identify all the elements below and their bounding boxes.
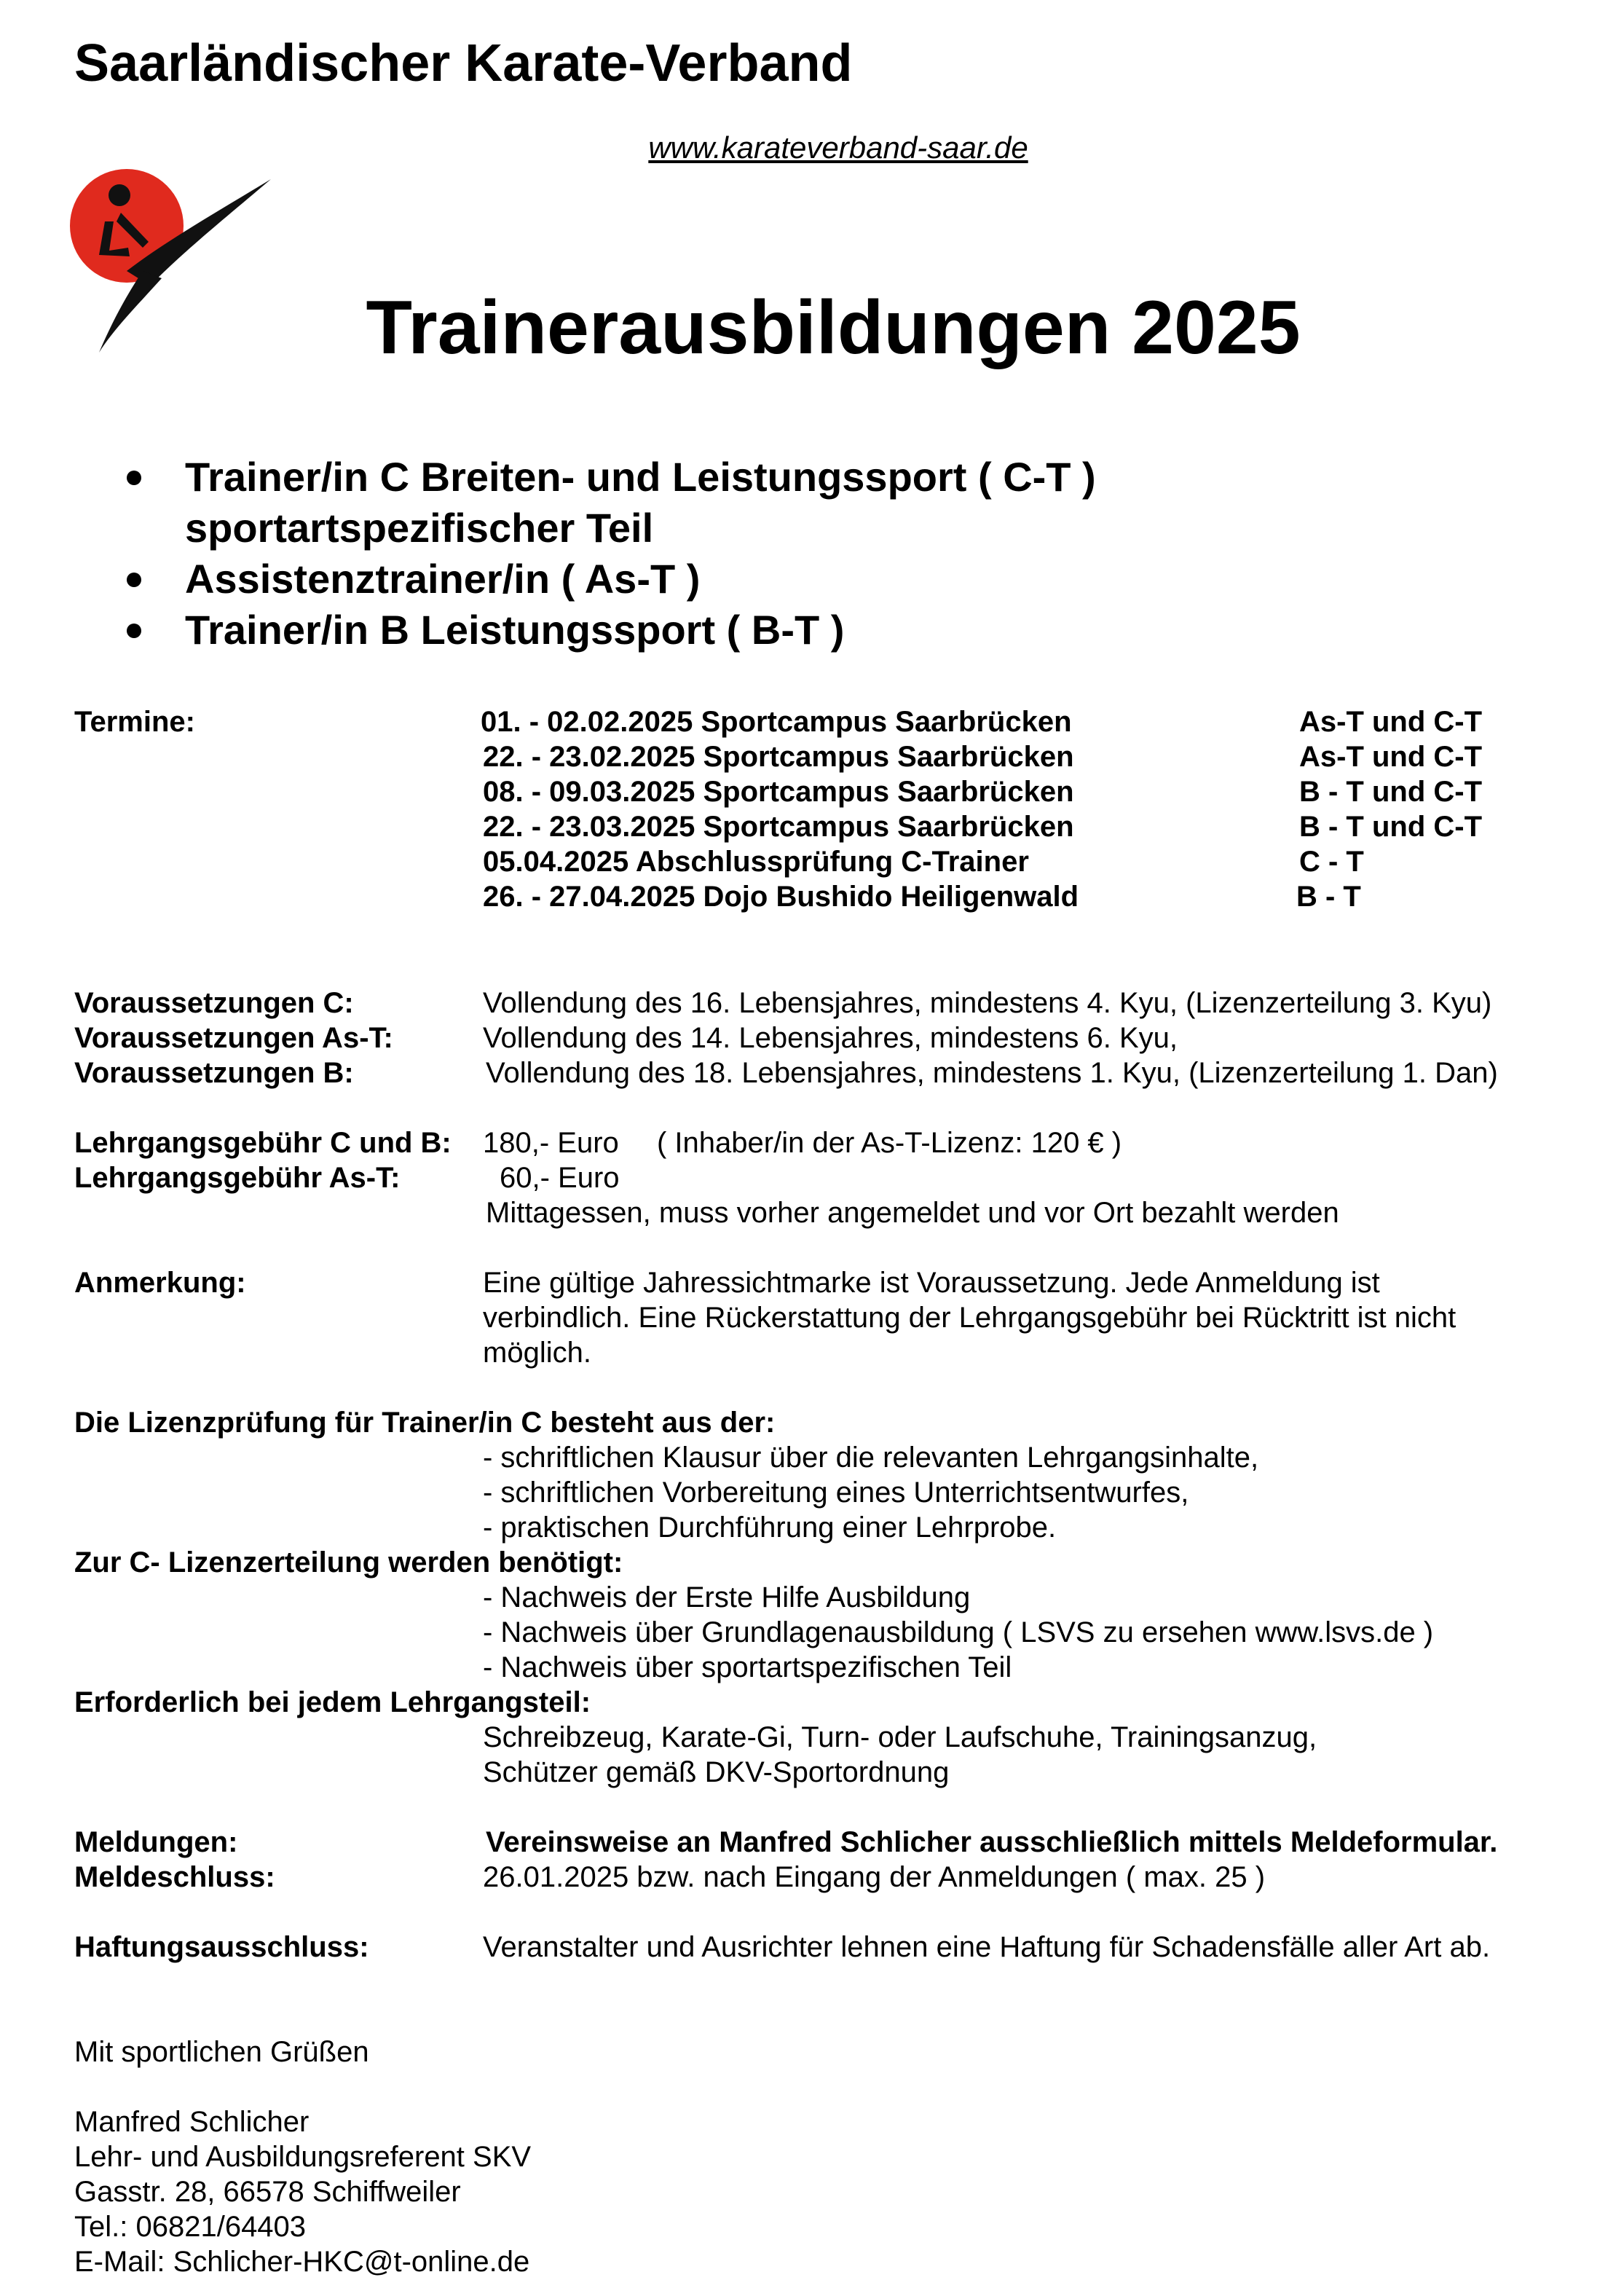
- requirement-label: Voraussetzungen C:: [74, 987, 354, 1019]
- fee-note-cb: ( Inhaber/in der As-T-Lizenz: 120 € ): [657, 1127, 1122, 1159]
- website-link[interactable]: www.karateverband-saar.de: [648, 130, 1028, 165]
- requirement-text: Vollendung des 14. Lebensjahres, mindestens 6. Kyu,: [483, 1022, 1178, 1054]
- meldeschluss-text: 26.01.2025 bzw. nach Eingang der Anmeldungen ( max. 25 ): [483, 1861, 1266, 1893]
- anmerkung-line: Eine gültige Jahressichtmarke ist Voraussetzung. Jede Anmeldung ist: [483, 1267, 1380, 1299]
- termin-group: B - T und C-T: [1299, 811, 1483, 843]
- anmerkung-line: möglich.: [483, 1337, 591, 1369]
- requirement-label: Voraussetzungen B:: [74, 1057, 354, 1089]
- pruefung-item: - schriftlichen Vorbereitung eines Unterrichtsentwurfes,: [483, 1477, 1189, 1509]
- signer-phone: Tel.: 06821/64403: [74, 2211, 307, 2243]
- erforderlich-heading: Erforderlich bei jedem Lehrgangsteil:: [74, 1686, 591, 1718]
- meldeschluss-label: Meldeschluss:: [74, 1861, 275, 1893]
- termin-group: As-T und C-T: [1299, 706, 1483, 738]
- signer-address: Gasstr. 28, 66578 Schiffweiler: [74, 2176, 461, 2208]
- meldungen-label: Meldungen:: [74, 1826, 238, 1858]
- pruefung-item: - schriftlichen Klausur über die relevanten Lehrgangsinhalte,: [483, 1442, 1259, 1474]
- pruefung-item: - praktischen Durchführung einer Lehrprobe.: [483, 1511, 1057, 1544]
- termin-group: C - T: [1299, 846, 1364, 878]
- course-title: Trainer/in C Breiten- und Leistungssport ( C-T ): [185, 454, 1096, 500]
- termin-group: B - T und C-T: [1299, 776, 1483, 808]
- lizenz-heading: Zur C- Lizenzerteilung werden benötigt:: [74, 1546, 623, 1579]
- course-item: [124, 605, 1096, 656]
- anmerkung-label: Anmerkung:: [74, 1267, 246, 1299]
- fee-label-ast: Lehrgangsgebühr As-T:: [74, 1162, 401, 1194]
- termin-event: 01. - 02.02.2025 Sportcampus Saarbrücken: [481, 706, 1072, 738]
- termin-group: As-T und C-T: [1299, 741, 1483, 773]
- signer-role: Lehr- und Ausbildungsreferent SKV: [74, 2141, 532, 2173]
- course-title: Assistenztrainer/in ( As-T ): [185, 556, 701, 602]
- anmerkung-line: verbindlich. Eine Rückerstattung der Lehrgangsgebühr bei Rücktritt ist nicht: [483, 1302, 1457, 1334]
- bullet-icon: [127, 471, 141, 485]
- course-subtitle: sportartspezifischer Teil: [185, 505, 654, 551]
- lizenz-item: - Nachweis der Erste Hilfe Ausbildung: [483, 1581, 971, 1613]
- fee-value-cb: 180,- Euro: [483, 1127, 619, 1159]
- pruefung-heading: Die Lizenzprüfung für Trainer/in C besteht aus der:: [74, 1407, 776, 1439]
- meldungen-text: Vereinsweise an Manfred Schlicher ausschließlich mittels Meldeformular.: [486, 1826, 1498, 1858]
- requirement-text: Vollendung des 16. Lebensjahres, mindestens 4. Kyu, (Lizenzerteilung 3. Kyu): [483, 987, 1492, 1019]
- document-title: Trainerausbildungen 2025: [366, 286, 1301, 370]
- termin-event: 22. - 23.02.2025 Sportcampus Saarbrücken: [483, 741, 1074, 773]
- erforderlich-item: Schreibzeug, Karate-Gi, Turn- oder Laufschuhe, Trainingsanzug,: [483, 1721, 1317, 1753]
- termin-event: 08. - 09.03.2025 Sportcampus Saarbrücken: [483, 776, 1074, 808]
- haftung-text: Veranstalter und Ausrichter lehnen eine Haftung für Schadensfälle aller Art ab.: [483, 1931, 1491, 1963]
- course-title: Trainer/in B Leistungssport ( B-T ): [185, 607, 845, 653]
- closing-greeting: Mit sportlichen Grüßen: [74, 2036, 369, 2068]
- requirement-text: Vollendung des 18. Lebensjahres, mindestens 1. Kyu, (Lizenzerteilung 1. Dan): [486, 1057, 1498, 1089]
- bullet-icon: [127, 573, 141, 587]
- haftung-label: Haftungsausschluss:: [74, 1931, 369, 1963]
- course-item: [124, 452, 1096, 554]
- lizenz-item: - Nachweis über sportartspezifischen Teil: [483, 1651, 1012, 1683]
- termine-label: Termine:: [74, 706, 195, 738]
- fee-value-ast: 60,- Euro: [500, 1162, 620, 1194]
- bullet-icon: [127, 624, 141, 638]
- org-title: Saarländischer Karate-Verband: [74, 34, 853, 93]
- course-list: [124, 452, 1096, 656]
- lizenz-item: - Nachweis über Grundlagenausbildung ( LSVS zu ersehen www.lsvs.de ): [483, 1616, 1434, 1648]
- erforderlich-item: Schützer gemäß DKV-Sportordnung: [483, 1756, 950, 1788]
- termin-event: 05.04.2025 Abschlussprüfung C-Trainer: [483, 846, 1029, 878]
- fee-label-cb: Lehrgangsgebühr C und B:: [74, 1127, 452, 1159]
- requirement-label: Voraussetzungen As-T:: [74, 1022, 393, 1054]
- termin-event: 22. - 23.03.2025 Sportcampus Saarbrücken: [483, 811, 1074, 843]
- termin-event: 26. - 27.04.2025 Dojo Bushido Heiligenwald: [483, 881, 1079, 913]
- termin-group: B - T: [1296, 881, 1361, 913]
- course-item: [124, 554, 1096, 605]
- lunch-note: Mittagessen, muss vorher angemeldet und vor Ort bezahlt werden: [486, 1197, 1339, 1229]
- signer-email[interactable]: E-Mail: Schlicher-HKC@t-online.de: [74, 2246, 530, 2278]
- signer-name: Manfred Schlicher: [74, 2106, 310, 2138]
